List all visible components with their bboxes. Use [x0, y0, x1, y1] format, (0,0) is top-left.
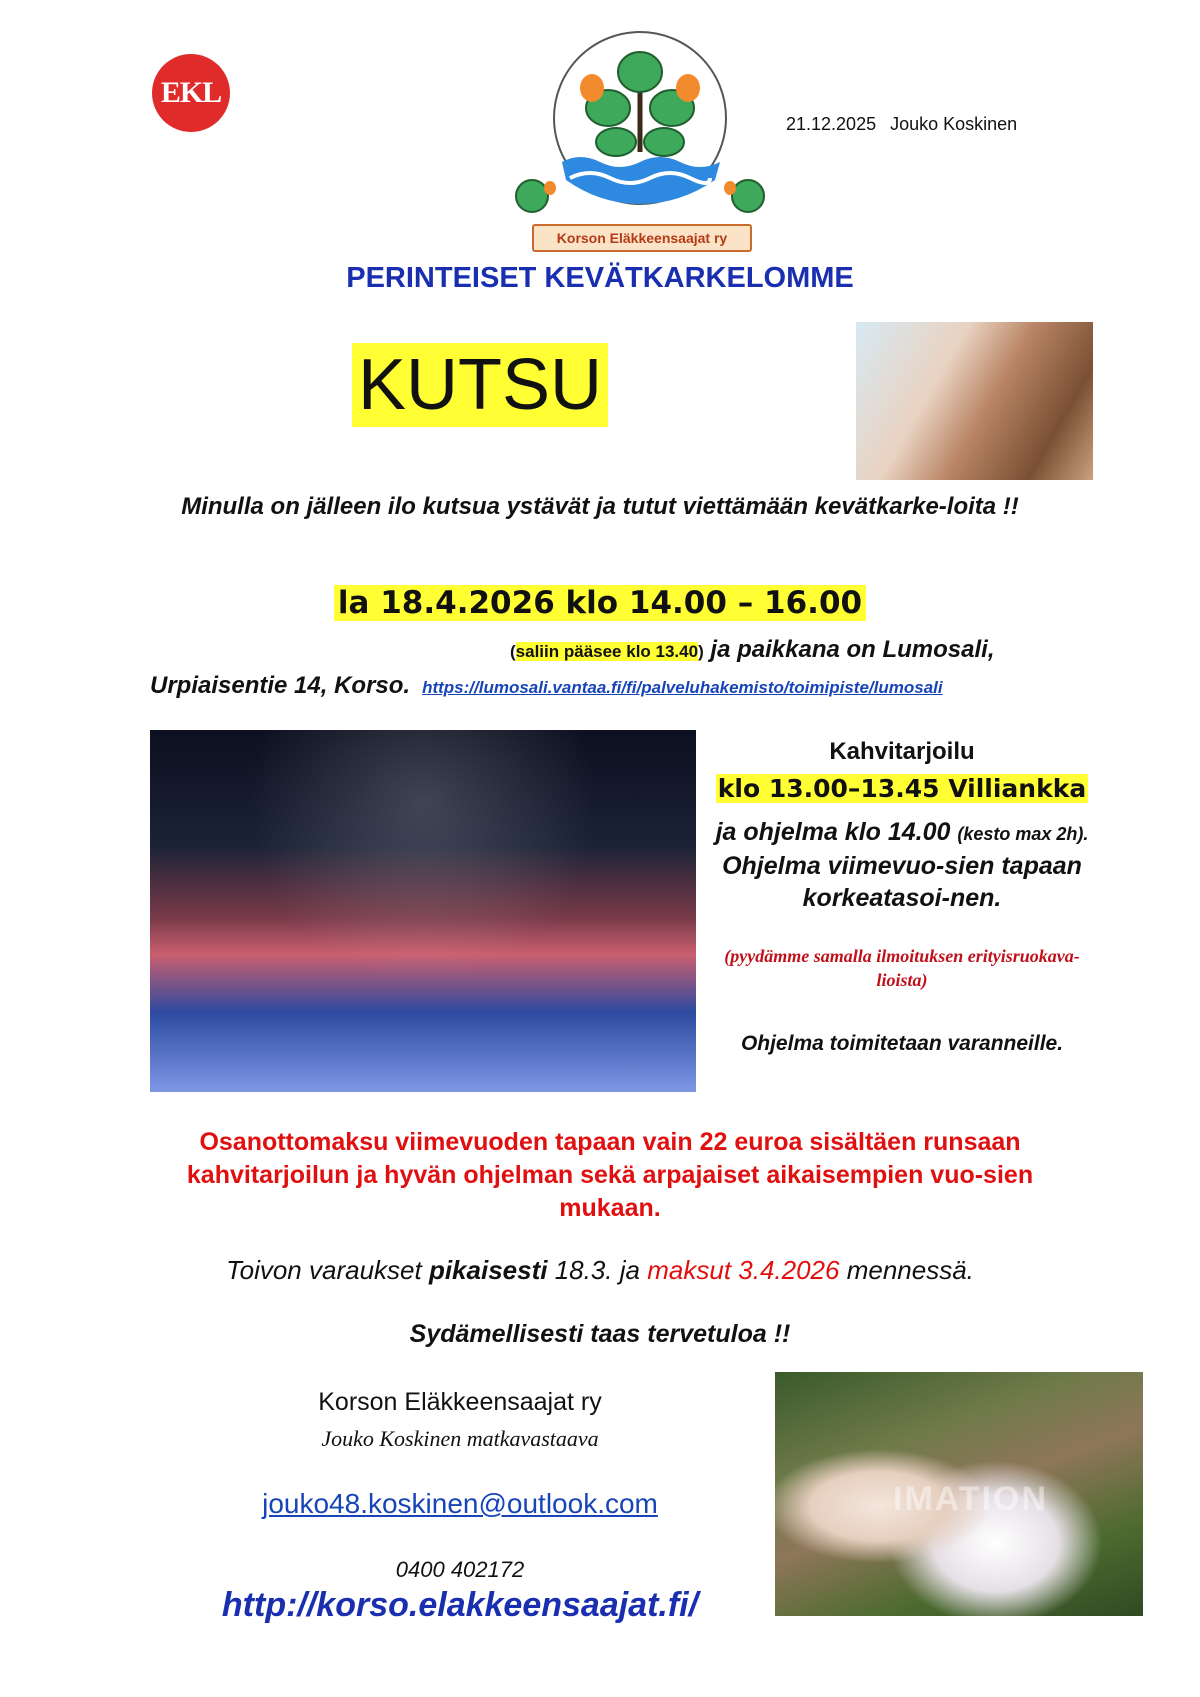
entry-open-suffix: ) — [698, 642, 704, 661]
hands-photo — [856, 322, 1093, 480]
venue-address: Urpiaisentie 14, Korso. — [150, 672, 411, 699]
event-datetime — [0, 585, 1200, 621]
kutsu-heading: KUTSU — [352, 343, 608, 427]
reservation-line — [0, 1255, 1200, 1286]
reservation-c: 18.3. ja — [554, 1255, 640, 1285]
couple-photo — [775, 1372, 1143, 1616]
email-link[interactable]: jouko48.koskinen@outlook.com — [262, 1488, 658, 1519]
page-title: PERINTEISET KEVÄTKARKELOMME — [346, 262, 854, 294]
document-date: 21.12.2025 — [786, 114, 877, 134]
diet-note: (pyydämme samalla ilmoituksen erityisruokava-lioista) — [724, 946, 1080, 990]
program-info — [712, 816, 1092, 914]
venue-link[interactable]: https://lumosali.vantaa.fi/fi/palveluhakemisto/toimipiste/lumosali — [422, 678, 943, 697]
entry-open-prefix: ( — [510, 642, 516, 661]
coffee-time — [712, 774, 1092, 804]
photo-watermark: IMATION — [893, 1480, 1049, 1518]
reservation-b: pikaisesti — [428, 1255, 548, 1285]
reservation-e: mennessä. — [846, 1255, 974, 1285]
price-info: Osanottomaksu viimevuoden tapaan vain 22 euroa sisältäen runsaan kahvitarjoilun ja hyvän ohjelman sekä arpajaiset aikaisempien vuo-sien mukaan. — [186, 1128, 1034, 1222]
coffee-time-text: klo 13.00–13.45 Villiankka — [717, 774, 1087, 803]
header-meta — [786, 114, 1031, 135]
program-start: ja ohjelma klo 14.00 — [715, 818, 951, 846]
document-author: Jouko Koskinen — [890, 114, 1018, 134]
reservation-a: Toivon varaukset — [226, 1255, 422, 1285]
club-logo-banner: Korson Eläkkeensaajat ry — [532, 224, 752, 252]
program-description: Ohjelma viimevuo-sien tapaan korkeatasoi-nen. — [722, 852, 1082, 912]
welcome-text: Sydämellisesti taas tervetuloa !! — [409, 1320, 791, 1348]
event-datetime-text: la 18.4.2026 klo 14.00 – 16.00 — [334, 585, 866, 621]
phone-number: 0400 402172 — [395, 1557, 525, 1582]
signature: Jouko Koskinen matkavastaava — [321, 1426, 599, 1451]
reservation-d: maksut 3.4.2026 — [647, 1255, 840, 1285]
program-duration: (kesto max 2h). — [957, 824, 1089, 844]
coffee-title: Kahvitarjoilu — [829, 738, 975, 765]
website-link[interactable]: http://korso.elakkeensaajat.fi/ — [221, 1586, 699, 1624]
address-line — [150, 672, 943, 700]
entry-line — [510, 636, 995, 664]
intro-text: Minulla on jälleen ilo kutsua ystävät ja tutut viettämään kevätkarke-loita !! — [181, 493, 1019, 520]
entry-open-text: saliin pääsee klo 13.40 — [515, 642, 699, 661]
ekl-logo: EKL — [152, 54, 230, 132]
club-logo — [510, 22, 770, 252]
program-note: Ohjelma toimitetaan varanneille. — [740, 1032, 1064, 1055]
venue-text: ja paikkana on Lumosali, — [710, 636, 995, 663]
concert-hall-photo — [150, 730, 696, 1092]
org-name: Korson Eläkkeensaajat ry — [318, 1388, 602, 1416]
